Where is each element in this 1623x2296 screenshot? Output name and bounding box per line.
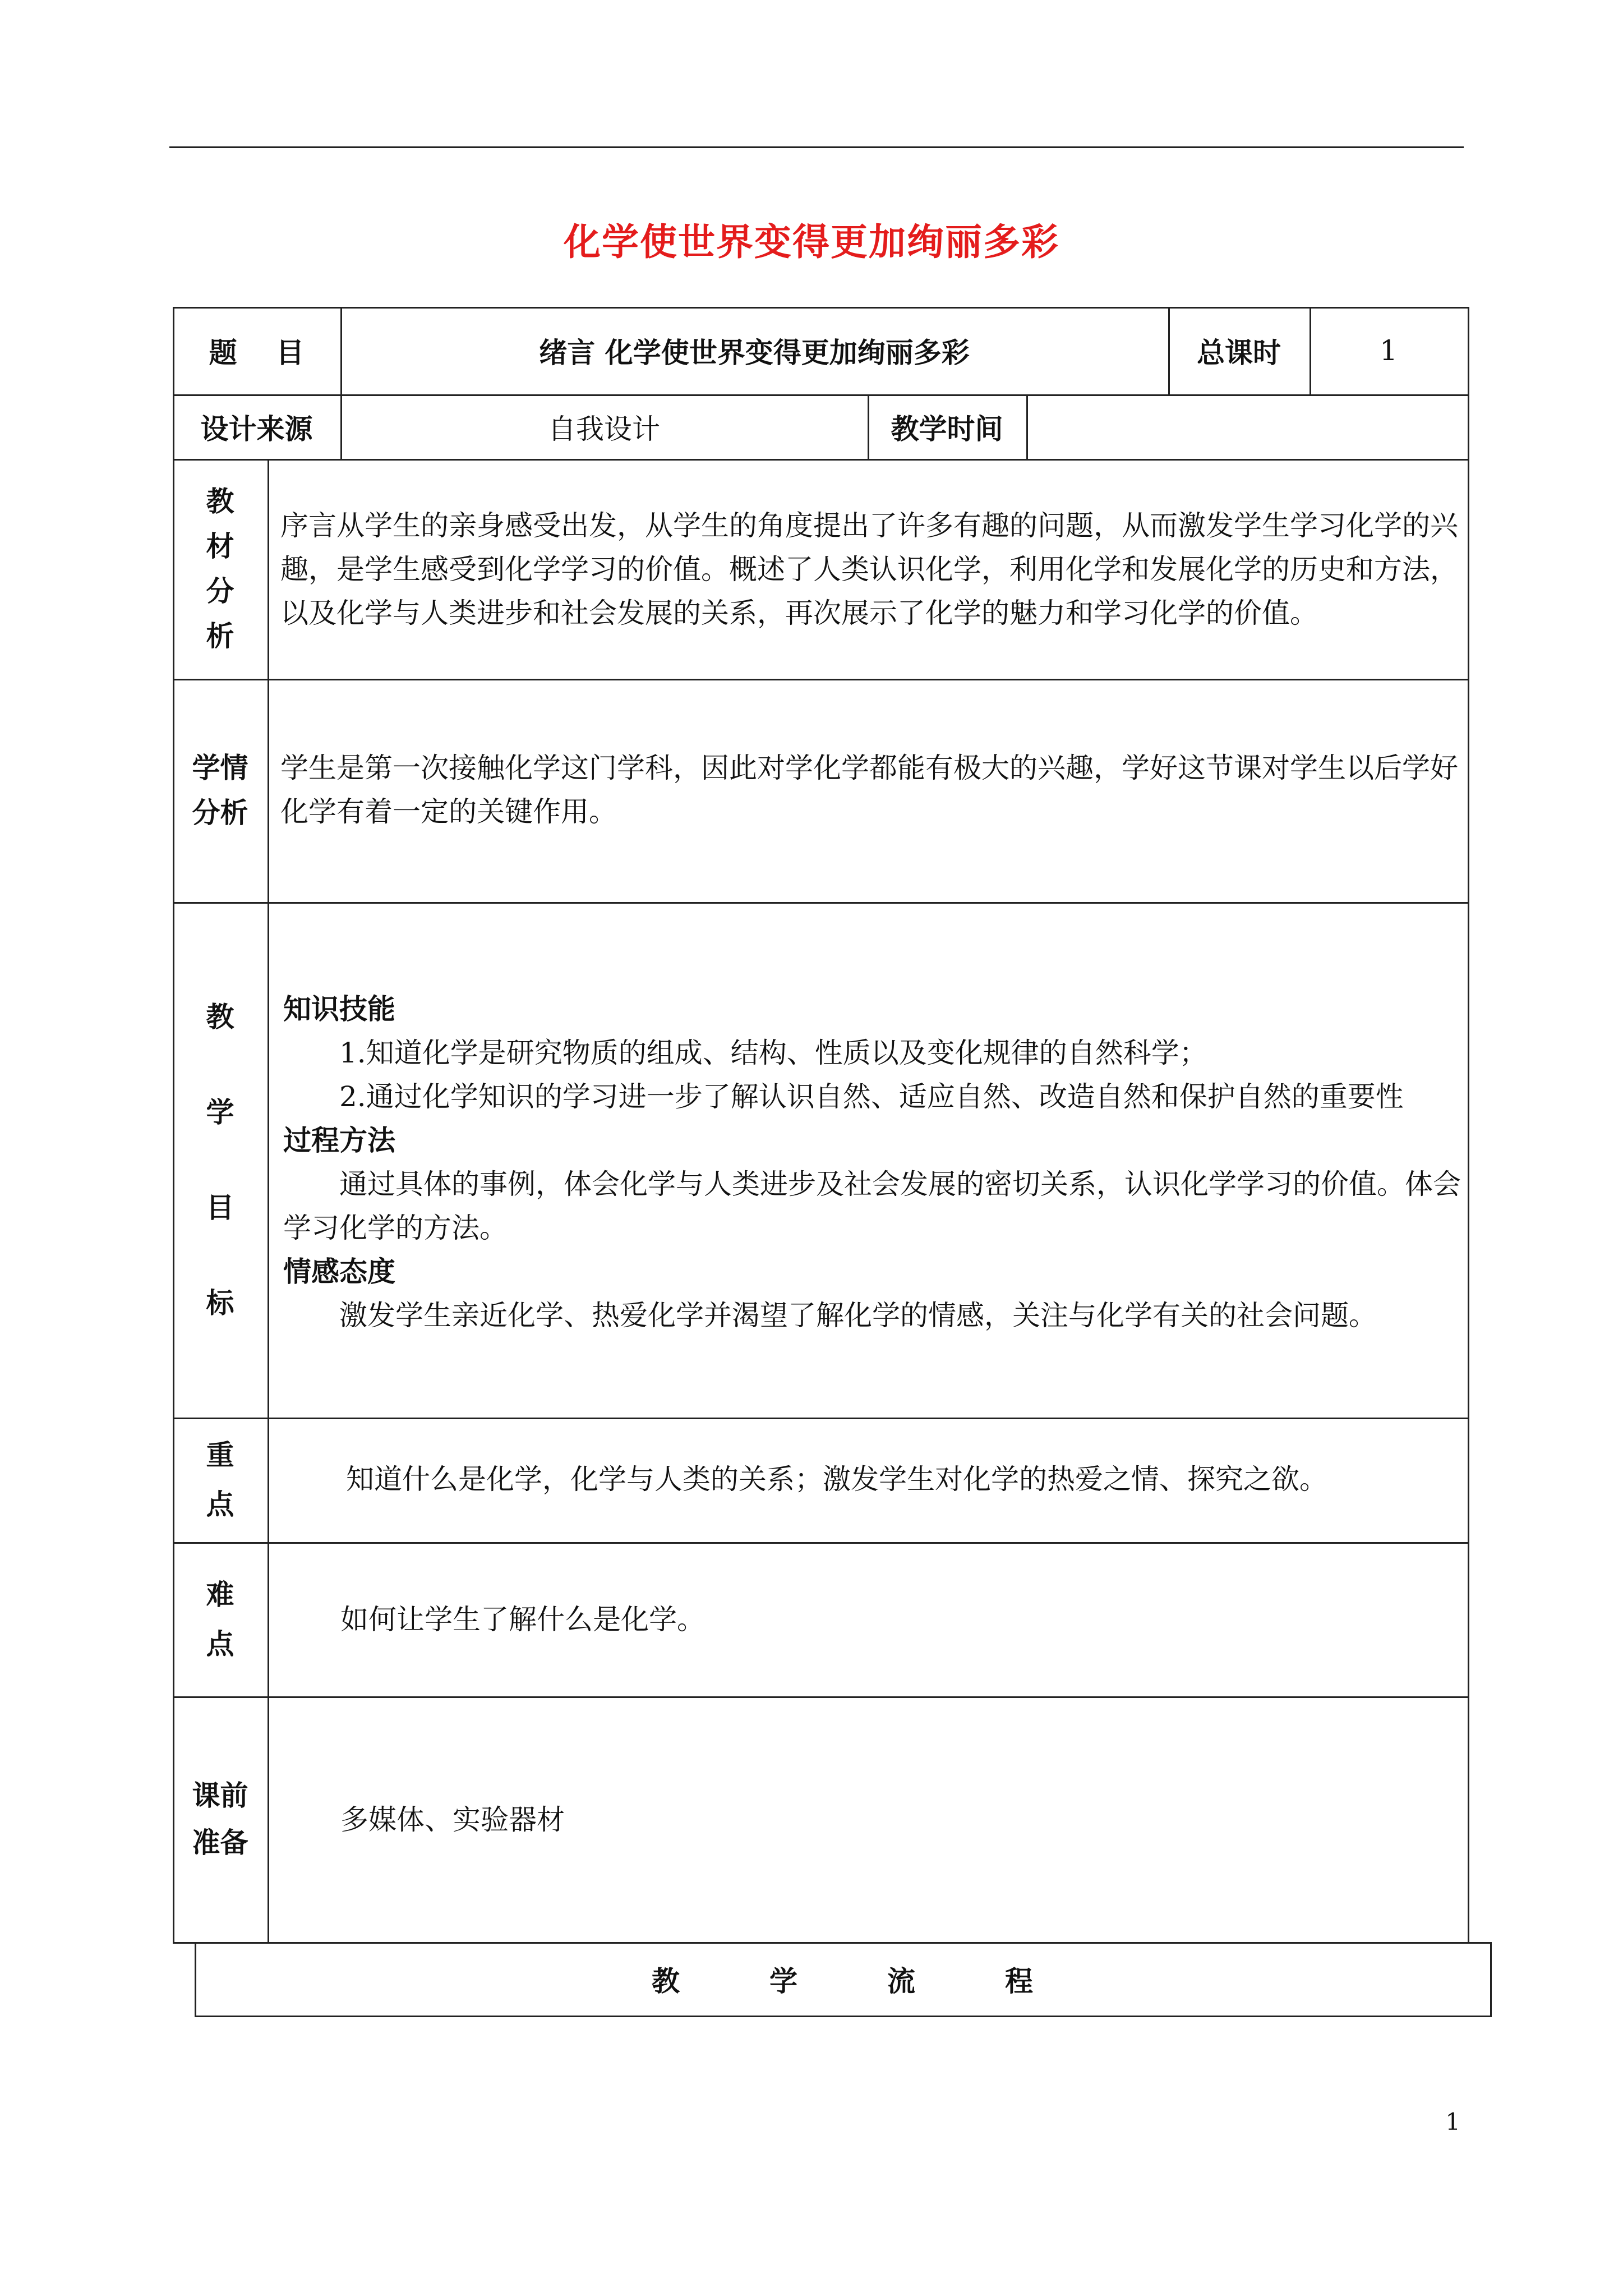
knowledge-item: 2.通过化学知识的学习进一步了解认识自然、适应自然、改造自然和保护自然的重要性 — [339, 1080, 1404, 1113]
flow-char: 程 — [1005, 1964, 1033, 1998]
topic-label: 题 目 — [209, 337, 305, 369]
attitude-text: 激发学生亲近化学、热爱化学并渴望了解化学的情感，关注与化学有关的社会问题。 — [339, 1299, 1377, 1332]
label-char: 教 — [206, 1001, 234, 1033]
row-divider — [173, 1696, 1469, 1698]
teaching-time-label: 教学时间 — [891, 412, 1003, 445]
top-rule — [169, 146, 1464, 148]
label-char: 点 — [206, 1488, 234, 1521]
label-line: 课前 — [192, 1779, 248, 1812]
student-analysis-text: 学生是第一次接触化学这门学科，因此对学化学都能有极大的兴趣，学好这节课对学生以后学好化学有着一定的关键作用。 — [280, 752, 1458, 828]
label-char: 学 — [206, 1096, 234, 1129]
process-heading: 过程方法 — [283, 1124, 395, 1157]
label-line: 分析 — [192, 797, 248, 829]
source-label: 设计来源 — [200, 412, 313, 445]
label-line: 学情 — [192, 752, 248, 784]
table-border-right — [1468, 307, 1469, 1942]
teaching-flow-header — [195, 1942, 1490, 2016]
difficulties-text: 如何让学生了解什么是化学。 — [340, 1603, 705, 1636]
key-points-label — [173, 1418, 268, 1542]
flow-char: 教 — [652, 1964, 680, 1998]
source-value: 自我设计 — [548, 412, 660, 445]
page-title: 化学使世界变得更加绚丽多彩 — [564, 220, 1059, 264]
label-char: 点 — [206, 1627, 234, 1660]
label-char: 重 — [206, 1439, 234, 1471]
key-points-text: 知道什么是化学，化学与人类的关系；激发学生对化学的热爱之情、探究之欲。 — [346, 1463, 1327, 1496]
knowledge-heading: 知识技能 — [283, 993, 395, 1025]
material-analysis-text: 序言从学生的亲身感受出发，从学生的角度提出了许多有趣的问题，从而激发学生学习化学的兴趣，是学生感受到化学学习的价值。概述了人类认识化学，利用化学和发展化学的历史和方法，以及化学与人类进步和社会发展的关系，再次展示了化学的魅力和学习化学的价值。 — [280, 509, 1458, 629]
label-char: 分 — [206, 575, 234, 608]
teaching-goals-label — [173, 902, 268, 1418]
label-char: 难 — [206, 1578, 234, 1611]
teaching-time-value — [1026, 394, 1468, 459]
label-char: 标 — [206, 1287, 234, 1319]
label-char: 材 — [206, 530, 234, 563]
teaching-goals-content — [283, 987, 1461, 1337]
difficulties-label — [173, 1542, 268, 1696]
total-hours-value: 1 — [1380, 334, 1398, 367]
process-text: 通过具体的事例，体会化学与人类进步及社会发展的密切关系，认识化学学习的价值。体会学习化学的方法。 — [283, 1168, 1461, 1244]
label-line: 准备 — [192, 1826, 248, 1859]
page-number: 1 — [1445, 2108, 1460, 2136]
row-divider — [173, 902, 1469, 904]
row-divider — [173, 1542, 1469, 1544]
col-divider — [268, 459, 269, 1942]
preparation-label — [173, 1696, 268, 1942]
topic-value: 绪言 化学使世界变得更加绚丽多彩 — [539, 337, 970, 369]
flow-border-right — [1490, 1942, 1492, 2016]
knowledge-item: 1.知道化学是研究物质的组成、结构、性质以及变化规律的自然科学； — [339, 1037, 1207, 1069]
flow-border-bottom — [195, 2016, 1492, 2017]
student-analysis-label — [173, 679, 268, 902]
row-divider — [173, 459, 1469, 461]
flow-char: 流 — [887, 1964, 915, 1998]
flow-char: 学 — [769, 1964, 797, 1998]
row-divider — [173, 679, 1469, 680]
row-divider — [173, 1418, 1469, 1419]
preparation-text: 多媒体、实验器材 — [340, 1803, 565, 1836]
total-hours-label: 总课时 — [1197, 337, 1281, 369]
material-analysis-label — [173, 459, 268, 679]
attitude-heading: 情感态度 — [283, 1255, 395, 1288]
label-char: 目 — [206, 1191, 234, 1224]
label-char: 教 — [206, 485, 234, 518]
label-char: 析 — [206, 620, 234, 652]
